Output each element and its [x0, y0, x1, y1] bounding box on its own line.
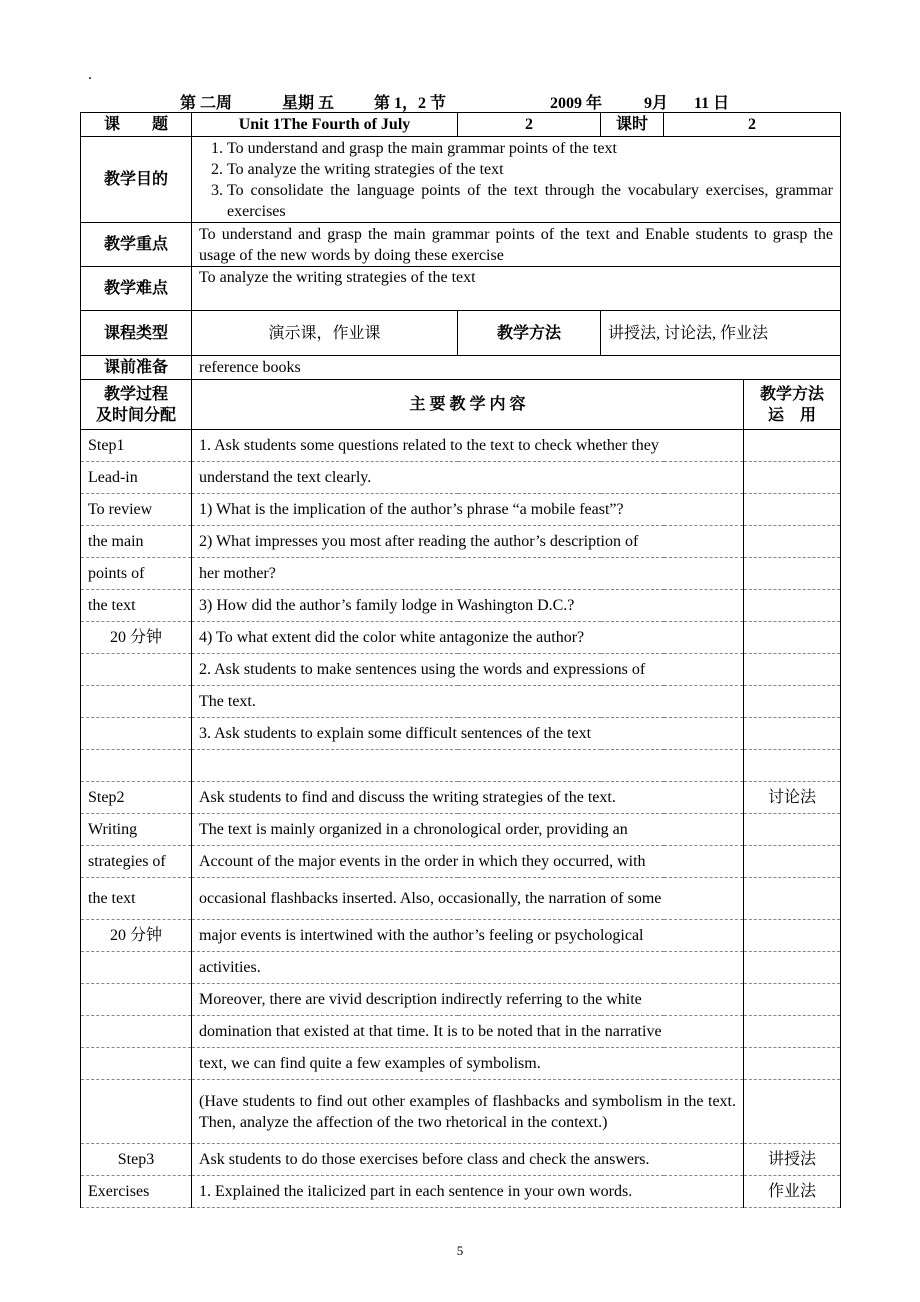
process-method-cell	[744, 1048, 841, 1080]
goal-item: 2. To analyze the writing strategies of the text	[227, 159, 833, 180]
header-year: 2009 年	[550, 95, 603, 112]
process-row	[81, 430, 841, 462]
process-step-cell: Step3	[81, 1144, 192, 1176]
process-step-cell: Lead-in	[81, 462, 192, 494]
process-method-cell	[744, 1016, 841, 1048]
hours-value: 2	[664, 113, 841, 137]
process-step-cell: the main	[81, 526, 192, 558]
process-content-cell: text, we can find quite a few examples of symbolism.	[192, 1048, 744, 1080]
goal-item: 1. To understand and grasp the main grammar points of the text	[227, 138, 833, 159]
teaching-method-value: 讲授法, 讨论法, 作业法	[601, 311, 841, 356]
process-content-cell: The text.	[192, 686, 744, 718]
process-content-cell: 1. Explained the italicized part in each sentence in your own words.	[192, 1176, 744, 1208]
goals-list	[199, 138, 833, 222]
process-step-cell: Step1	[81, 430, 192, 462]
teaching-method-label: 教学方法	[458, 311, 601, 356]
process-method-cell	[744, 686, 841, 718]
process-step-cell: Step2	[81, 782, 192, 814]
process-content-cell: 4) To what extent did the color white antagonize the author?	[192, 622, 744, 654]
topic-label: 课 题	[81, 113, 192, 137]
header-weekday: 星期 五	[282, 95, 335, 112]
process-method-cell	[744, 718, 841, 750]
process-method-cell	[744, 878, 841, 920]
key-points-row	[81, 223, 841, 267]
process-row	[81, 750, 841, 782]
process-method-cell: 讲授法	[744, 1144, 841, 1176]
process-row	[81, 494, 841, 526]
process-step-cell	[81, 654, 192, 686]
process-row	[81, 920, 841, 952]
process-step-cell: strategies of	[81, 846, 192, 878]
process-row	[81, 558, 841, 590]
process-content-cell: Ask students to find and discuss the writing strategies of the text.	[192, 782, 744, 814]
process-method-cell	[744, 430, 841, 462]
process-content-cell: activities.	[192, 952, 744, 984]
process-method-cell	[744, 558, 841, 590]
goals-label: 教学目的	[81, 137, 192, 223]
process-header-row	[81, 380, 841, 430]
preparation-value: reference books	[192, 356, 841, 380]
course-type-value: 演示课，作业课	[192, 311, 458, 356]
header-day: 11 日	[694, 95, 730, 112]
process-step-cell: points of	[81, 558, 192, 590]
process-method-cell	[744, 920, 841, 952]
method-apply-header	[744, 380, 841, 430]
process-content-cell: 1. Ask students some questions related to the text to check whether they	[192, 430, 744, 462]
hours-label: 课时	[601, 113, 664, 137]
process-row	[81, 1080, 841, 1144]
key-points-value: To understand and grasp the main grammar points of the text and Enable students to grasp the usage of the new words by doing these exercise	[192, 223, 841, 267]
process-content-cell: 2. Ask students to make sentences using the words and expressions of	[192, 654, 744, 686]
process-row	[81, 984, 841, 1016]
process-step-cell: the text	[81, 878, 192, 920]
process-content-cell: 1) What is the implication of the author’s phrase “a mobile feast”?	[192, 494, 744, 526]
process-row	[81, 846, 841, 878]
key-points-label: 教学重点	[81, 223, 192, 267]
process-row	[81, 462, 841, 494]
process-row	[81, 1048, 841, 1080]
goals-cell	[192, 137, 841, 223]
process-row	[81, 782, 841, 814]
process-row	[81, 526, 841, 558]
preparation-row	[81, 356, 841, 380]
process-row	[81, 622, 841, 654]
preparation-label: 课前准备	[81, 356, 192, 380]
process-label-line2: 及时间分配	[95, 406, 176, 424]
process-header	[81, 380, 192, 430]
process-row	[81, 1016, 841, 1048]
topic-value: Unit 1The Fourth of July	[192, 113, 458, 137]
process-method-cell	[744, 952, 841, 984]
schedule-header	[82, 90, 840, 112]
process-content-cell: The text is mainly organized in a chronological order, providing an	[192, 814, 744, 846]
course-type-row	[81, 311, 841, 356]
header-period: 第 1，2 节	[374, 95, 447, 112]
process-method-cell	[744, 590, 841, 622]
stray-dot: .	[88, 66, 92, 83]
process-content-cell: Ask students to do those exercises before class and check the answers.	[192, 1144, 744, 1176]
process-row	[81, 814, 841, 846]
process-step-cell: To review	[81, 494, 192, 526]
process-content-cell: 3. Ask students to explain some difficult sentences of the text	[192, 718, 744, 750]
process-content-cell: her mother?	[192, 558, 744, 590]
page-number: 5	[456, 1243, 464, 1258]
process-content-cell: occasional flashbacks inserted. Also, occasionally, the narration of some	[192, 878, 744, 920]
topic-number: 2	[458, 113, 601, 137]
topic-row	[81, 113, 841, 137]
process-content-cell: 2) What impresses you most after reading the author’s description of	[192, 526, 744, 558]
process-method-cell	[744, 814, 841, 846]
process-content-cell: major events is intertwined with the author’s feeling or psychological	[192, 920, 744, 952]
process-step-cell	[81, 1048, 192, 1080]
process-method-cell: 作业法	[744, 1176, 841, 1208]
process-step-cell	[81, 1016, 192, 1048]
difficulties-row	[81, 267, 841, 311]
process-step-cell: 20 分钟	[81, 920, 192, 952]
process-step-cell	[81, 1080, 192, 1144]
method-apply-line2: 运 用	[767, 406, 816, 424]
process-row	[81, 878, 841, 920]
process-step-cell	[81, 952, 192, 984]
process-method-cell	[744, 654, 841, 686]
process-method-cell	[744, 984, 841, 1016]
process-row	[81, 654, 841, 686]
process-method-cell: 讨论法	[744, 782, 841, 814]
process-content-cell: Moreover, there are vivid description indirectly referring to the white	[192, 984, 744, 1016]
process-method-cell	[744, 622, 841, 654]
process-step-cell	[81, 984, 192, 1016]
process-step-cell	[81, 718, 192, 750]
main-content-header: 主 要 教 学 内 容	[192, 380, 744, 430]
process-step-cell: Writing	[81, 814, 192, 846]
method-apply-line1: 教学方法	[759, 385, 824, 403]
process-step-cell	[81, 750, 192, 782]
process-method-cell	[744, 494, 841, 526]
difficulties-label: 教学难点	[81, 267, 192, 311]
process-content-cell: domination that existed at that time. It is to be noted that in the narrative	[192, 1016, 744, 1048]
process-row	[81, 718, 841, 750]
process-step-cell: 20 分钟	[81, 622, 192, 654]
process-method-cell	[744, 526, 841, 558]
process-content-cell	[192, 750, 744, 782]
header-week: 第 二周	[180, 95, 233, 112]
goal-item: 3. To consolidate the language points of the text through the vocabulary exercises, grammar exercises	[227, 180, 833, 222]
process-row	[81, 590, 841, 622]
process-content-cell: (Have students to find out other examples of flashbacks and symbolism in the text. Then, analyze the affection of the two rhetorical in the context.)	[192, 1080, 744, 1144]
process-label-line1: 教学过程	[103, 385, 168, 403]
process-step-cell: Exercises	[81, 1176, 192, 1208]
process-row	[81, 952, 841, 984]
header-month: 9月	[644, 95, 669, 112]
lesson-plan-table	[80, 112, 841, 1208]
difficulties-value: To analyze the writing strategies of the text	[192, 267, 841, 311]
process-method-cell	[744, 1080, 841, 1144]
process-method-cell	[744, 750, 841, 782]
process-method-cell	[744, 846, 841, 878]
process-row	[81, 686, 841, 718]
process-method-cell	[744, 462, 841, 494]
process-step-cell	[81, 686, 192, 718]
process-step-cell: the text	[81, 590, 192, 622]
process-content-cell: understand the text clearly.	[192, 462, 744, 494]
process-content-cell: Account of the major events in the order in which they occurred, with	[192, 846, 744, 878]
process-content-cell: 3) How did the author’s family lodge in Washington D.C.?	[192, 590, 744, 622]
goals-row	[81, 137, 841, 223]
course-type-label: 课程类型	[81, 311, 192, 356]
process-row	[81, 1176, 841, 1208]
process-row	[81, 1144, 841, 1176]
